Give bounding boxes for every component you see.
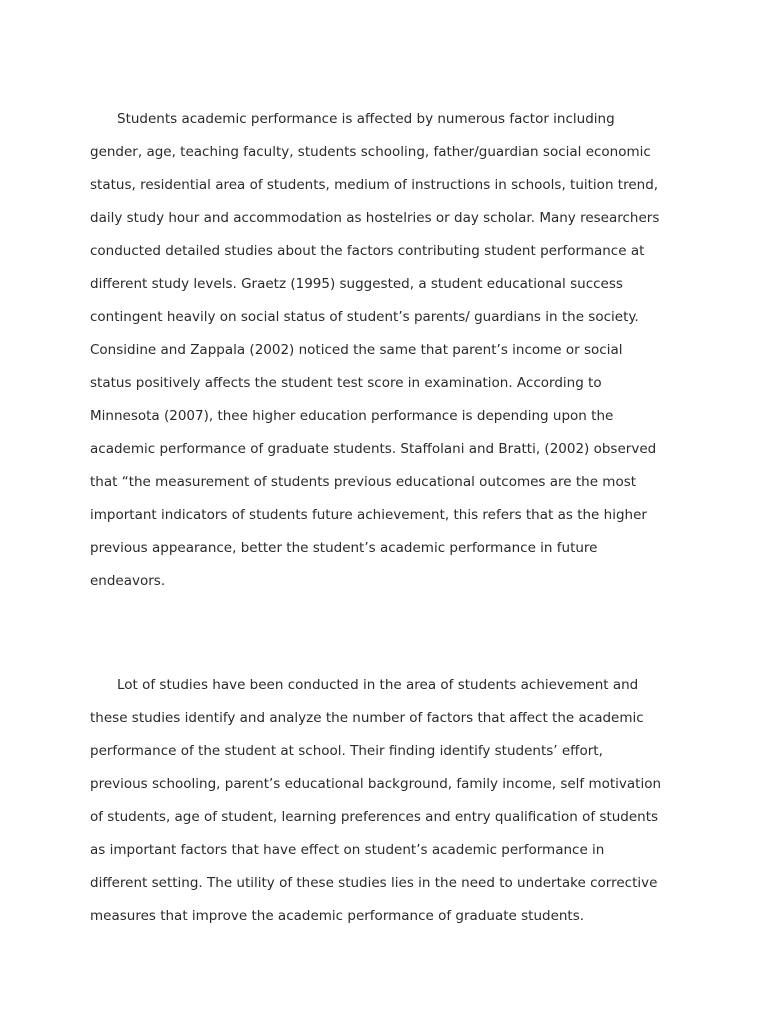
paragraph-line: different study levels. Graetz (1995) suggested, a student educational success bbox=[90, 276, 623, 292]
paragraph-line: important indicators of students future achievement, this refers that as the higher bbox=[90, 507, 647, 523]
paragraph-line: measures that improve the academic performance of graduate students. bbox=[90, 908, 585, 924]
paragraph-line: status, residential area of students, medium of instructions in schools, tuition trend, bbox=[90, 177, 659, 193]
paragraph-line: different setting. The utility of these studies lies in the need to undertake corrective bbox=[90, 875, 658, 891]
paragraph-line: endeavors. bbox=[90, 573, 166, 589]
paragraph-line: Students academic performance is affected by numerous factor including bbox=[117, 111, 615, 127]
paragraph-studies-on-achievement bbox=[90, 672, 690, 936]
paragraph-line: status positively affects the student test score in examination. According to bbox=[90, 375, 602, 391]
paragraph-line: academic performance of graduate students. Staffolani and Bratti, (2002) observed bbox=[90, 441, 657, 457]
paragraph-line: previous appearance, better the student’s academic performance in future bbox=[90, 540, 598, 556]
paragraph-academic-performance-factors bbox=[90, 106, 690, 601]
paragraph-line: previous schooling, parent’s educational background, family income, self motivation bbox=[90, 776, 662, 792]
paragraph-line: Considine and Zappala (2002) noticed the same that parent’s income or social bbox=[90, 342, 623, 358]
paragraph-line: that “the measurement of students previous educational outcomes are the most bbox=[90, 474, 637, 490]
paragraph-line: contingent heavily on social status of student’s parents/ guardians in the society. bbox=[90, 309, 639, 325]
paragraph-line: daily study hour and accommodation as hostelries or day scholar. Many researchers bbox=[90, 210, 660, 226]
paragraph-line: conducted detailed studies about the factors contributing student performance at bbox=[90, 243, 645, 259]
paragraph-line: of students, age of student, learning preferences and entry qualification of students bbox=[90, 809, 659, 825]
paragraph-line: gender, age, teaching faculty, students schooling, father/guardian social economic bbox=[90, 144, 651, 160]
paragraph-line: as important factors that have effect on student’s academic performance in bbox=[90, 842, 605, 858]
paragraph-line: Lot of studies have been conducted in the area of students achievement and bbox=[117, 677, 639, 693]
paragraph-line: performance of the student at school. Their finding identify students’ effort, bbox=[90, 743, 603, 759]
paragraph-line: these studies identify and analyze the number of factors that affect the academic bbox=[90, 710, 644, 726]
paragraph-line: Minnesota (2007), thee higher education performance is depending upon the bbox=[90, 408, 614, 424]
